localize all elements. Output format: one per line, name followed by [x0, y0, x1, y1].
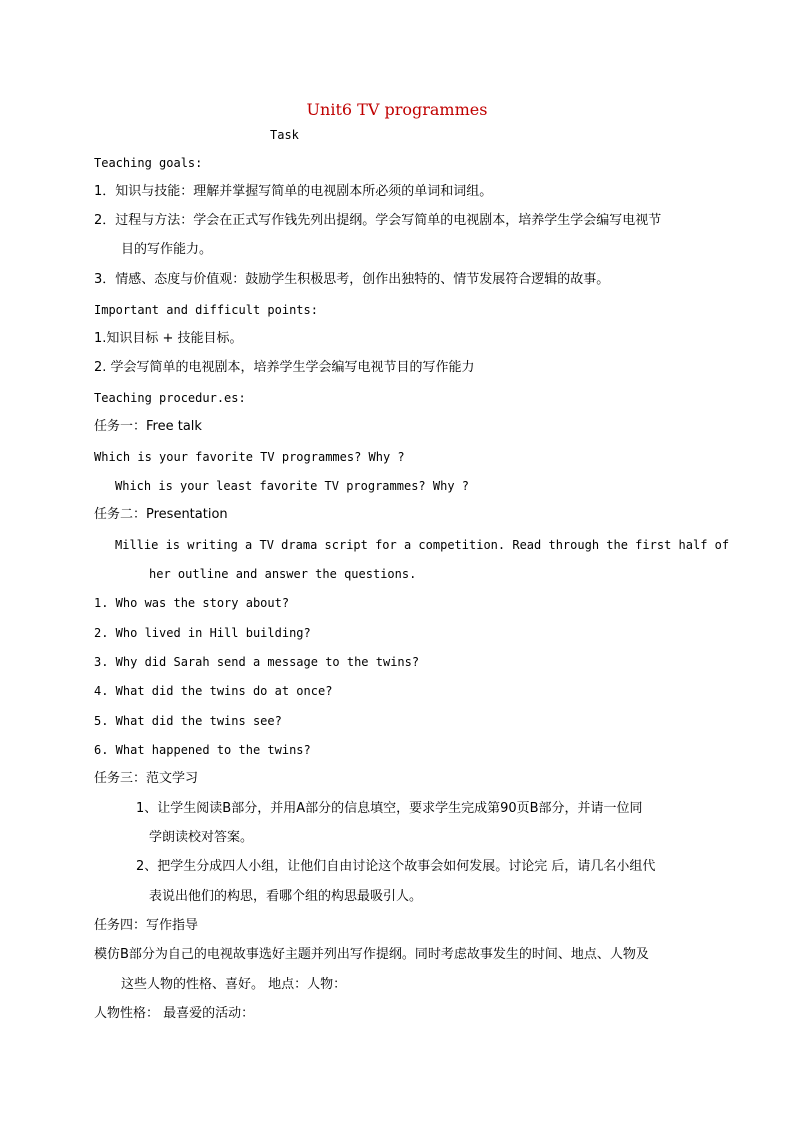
procedures-heading: Teaching procedur.es:: [94, 391, 246, 405]
points-heading: Important and difficult points:: [94, 303, 318, 317]
page-subtitle: Task: [270, 128, 299, 142]
task-2-intro-line-2: her outline and answer the questions.: [149, 567, 417, 581]
task-3-item-1-line-1: 1、让学生阅读B部分，并用A部分的信息填空，要求学生完成第90页B部分，并请一位同: [136, 801, 643, 816]
question-3: 3. Why did Sarah send a message to the twins?: [94, 655, 420, 669]
task-3-item-2-line-2: 表说出他们的构思，看哪个组的构思最吸引人。: [149, 889, 423, 904]
task-4-text-line-2: 这些人物的性格、喜好。 地点：人物：: [121, 977, 347, 992]
point-2: 2. 学会写简单的电视剧本，培养学生学会编写电视节目的写作能力: [94, 360, 475, 375]
task-4-text-line-3: 人物性格： 最喜爱的活动：: [94, 1006, 255, 1021]
task-1-question-2: Which is your least favorite TV programmes? Why ?: [115, 479, 470, 493]
task-1-question-1: Which is your favorite TV programmes? Why ?: [94, 450, 405, 464]
task-1-label: 任务一：Free talk: [94, 419, 202, 434]
question-6: 6. What happened to the twins?: [94, 743, 311, 757]
question-2: 2. Who lived in Hill building?: [94, 626, 311, 640]
task-3-label: 任务三：范文学习: [94, 771, 199, 786]
task-3-item-2-line-1: 2、把学生分成四人小组，让他们自由讨论这个故事会如何发展。讨论完 后，请几名小组代: [136, 859, 656, 874]
task-2-label: 任务二：Presentation: [94, 507, 228, 522]
page-title: Unit6 TV programmes: [306, 100, 488, 119]
teaching-goals-heading: Teaching goals:: [94, 156, 203, 170]
point-1: 1.知识目标 + 技能目标。: [94, 331, 243, 346]
goal-2-line-2: 目的写作能力。: [121, 242, 213, 257]
goal-2-line-1: 2．过程与方法：学会在正式写作钱先列出提纲。学会写简单的电视剧本，培养学生学会编写电视节: [94, 213, 662, 228]
goal-1: 1．知识与技能：理解并掌握写简单的电视剧本所必须的单词和词组。: [94, 184, 493, 199]
task-4-label: 任务四：写作指导: [94, 918, 199, 933]
task-4-text-line-1: 模仿B部分为自己的电视故事选好主题并列出写作提纲。同时考虑故事发生的时间、地点、人物及: [94, 947, 649, 962]
task-2-intro-line-1: Millie is writing a TV drama script for a competition. Read through the first half of: [115, 538, 730, 552]
question-5: 5. What did the twins see?: [94, 714, 282, 728]
question-4: 4. What did the twins do at once?: [94, 684, 333, 698]
task-3-item-1-line-2: 学朗读校对答案。: [149, 830, 254, 845]
goal-3: 3．情感、态度与价值观：鼓励学生积极思考，创作出独特的、情节发展符合逻辑的故事。: [94, 272, 610, 287]
question-1: 1. Who was the story about?: [94, 596, 290, 610]
